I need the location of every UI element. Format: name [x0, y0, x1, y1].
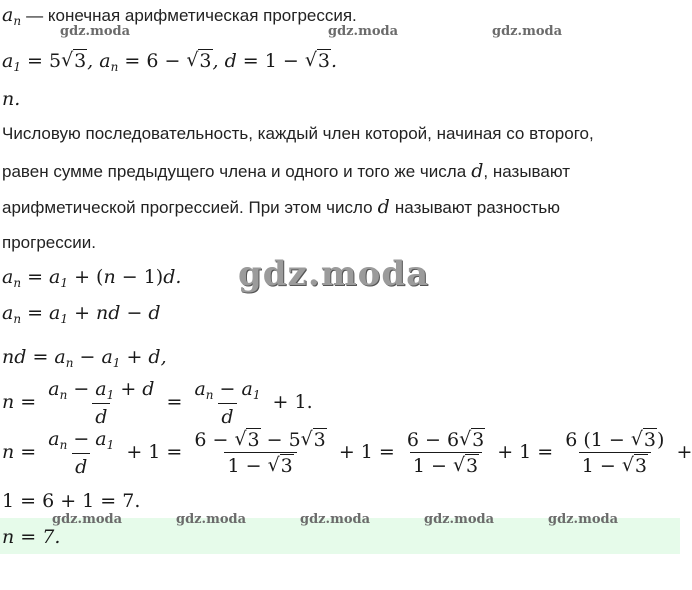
given-values: $a_1 = 5√$ 3, $a_n = 6$ − √ 3, d = 1 − √ 3.: [2, 50, 337, 74]
watermark: gdz.moda: [52, 512, 123, 527]
formula-general-term: $a_n = a_1 + (n - 1)d$.: [2, 266, 182, 290]
formula-nd: nd = $a_n - a_1 + d$,: [2, 346, 167, 370]
definition-line-3: арифметической прогрессией. При этом число d называют разностью: [2, 196, 561, 218]
header-text: — конечная арифметическая прогрессия.: [26, 6, 357, 25]
watermark: gdz.moda: [176, 512, 247, 527]
definition-line-4: прогрессии.: [2, 233, 96, 252]
formula-substitution: n = $\frac{a_n - a_1}{d}$ + 1 = $\frac{6 - √ 3 - 5√ 3}{1 - √ 3}$ + 1 = $\frac{6 - 6√ 3}{1 - √ 3}$ + 1 = $\frac{6 (1 - √ 3)}{1 - √ 3}$ +: [2, 428, 692, 478]
definition-line-1: Числовую последовательность, каждый член которой, начиная со второго,: [2, 124, 594, 143]
watermark: gdz.moda: [548, 512, 619, 527]
find-variable: n.: [2, 88, 21, 110]
watermark: gdz.moda: [492, 24, 563, 39]
definition-line-2: равен сумме предыдущего члена и одного и того же числа d, называют: [2, 160, 570, 182]
problem-header: $a_n$ — конечная арифметическая прогрессия.: [2, 4, 357, 28]
watermark-large: gdz.moda: [238, 254, 430, 294]
watermark: gdz.moda: [424, 512, 495, 527]
watermark: gdz.moda: [60, 24, 131, 39]
watermark: gdz.moda: [300, 512, 371, 527]
formula-result: 1 = 6 + 1 = 7.: [2, 490, 141, 512]
answer: n = 7.: [2, 526, 61, 548]
watermark: gdz.moda: [328, 24, 399, 39]
formula-n: n = $\frac{a_n - a_1 + d}{d}$ = $\frac{a_n - a_1}{d}$ + 1.: [2, 378, 313, 428]
formula-expanded: $a_n = a_1$ + nd − d: [2, 302, 161, 326]
